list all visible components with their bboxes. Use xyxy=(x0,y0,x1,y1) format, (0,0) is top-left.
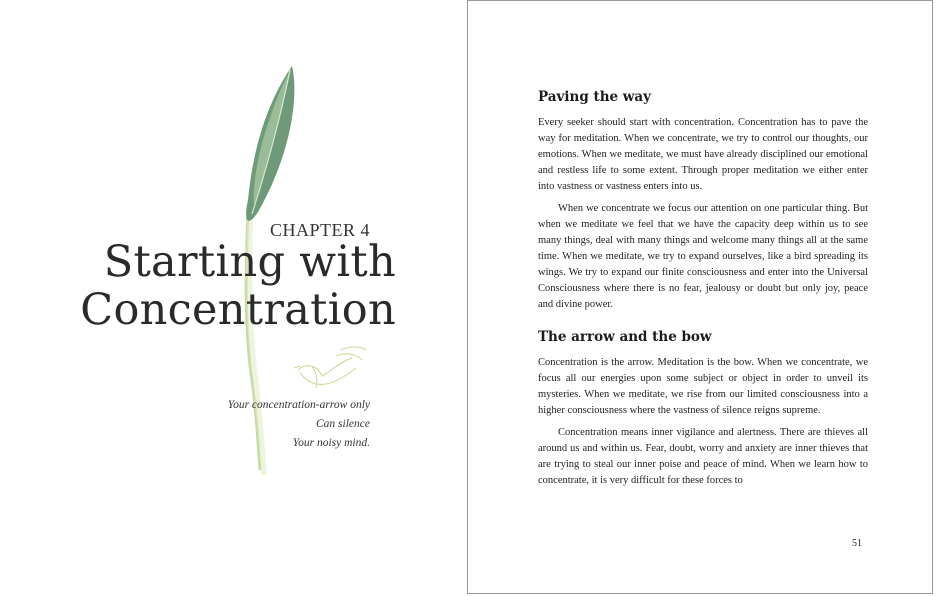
right-page xyxy=(467,0,933,594)
page-number: 51 xyxy=(852,538,862,549)
left-page xyxy=(0,0,466,596)
section-heading: Paving the way xyxy=(538,89,652,105)
epigraph-line: Your concentration-arrow only xyxy=(227,399,370,411)
paragraph: Concentration is the arrow. Meditation is the bow. When we concentrate, we focus all our energies upon some subject or object in order to unveil its mysteries. When we meditate, we rise from our limited consciousness into a higher consciousness where the vastness of silence reigns supreme. xyxy=(538,357,868,416)
chapter-title xyxy=(80,238,396,334)
epigraph-line: Your noisy mind. xyxy=(292,437,370,449)
epigraph-line: Can silence xyxy=(316,418,370,430)
paragraph: When we concentrate we focus our attention on one particular thing. But when we meditate we feel that we have the capacity deep within us to see many things, deal with many things and welcome many things all at the same time. When we meditate, we try to expand ourselves, like a bird spreading its wings. We try to expand our finite consciousness and enter into the Universal Consciousness where there is no fear, jealousy or doubt but only joy, peace and divine power. xyxy=(538,203,868,310)
chapter-label: CHAPTER 4 xyxy=(269,220,370,240)
epigraph xyxy=(228,396,370,453)
bird-sketch xyxy=(294,347,366,388)
paragraph: Concentration means inner vigilance and alertness. There are thieves all around us and within us. Fear, doubt, worry and anxiety are inner thieves that are trying to steal our inner poise and peace of mind. When we learn how to concentrate, it is very difficult for these forces to xyxy=(538,427,868,486)
chapter-title-line: Concentration xyxy=(80,285,396,335)
paragraph: Every seeker should start with concentration. Concentration has to pave the way for meditation. When we concentrate, we try to control our thoughts, our emotions. When we meditate, we must have already disciplined our emotional and restless life to some extent. Through proper meditation we either enter into vastness or vastness enters into us. xyxy=(538,117,868,192)
chapter-title-line: Starting with xyxy=(103,237,396,287)
body-text xyxy=(538,89,868,495)
section-heading: The arrow and the bow xyxy=(538,329,712,345)
